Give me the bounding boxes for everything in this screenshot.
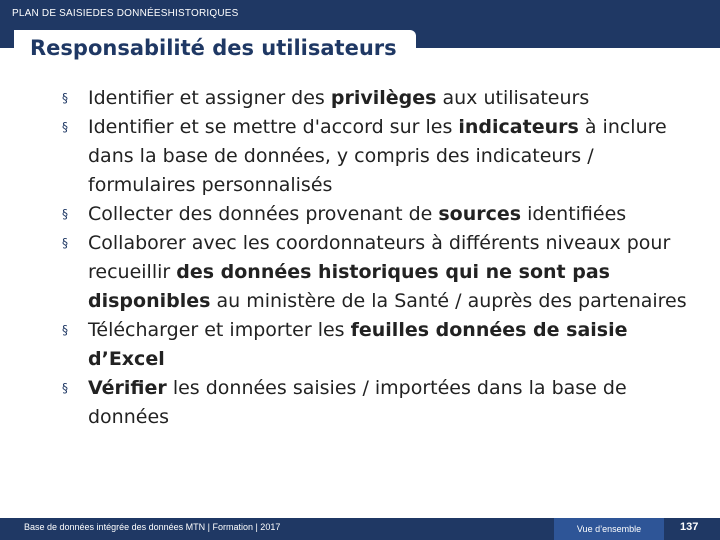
bullet-segment: identifiées (521, 203, 627, 225)
footer-text: Base de données intégrée des données MTN | Formation | 2017 (24, 522, 281, 532)
bullet-marker-icon: § (62, 381, 68, 395)
bullet-item (62, 200, 702, 229)
bullet-segment: Télécharger et importer les (88, 319, 351, 341)
bullet-marker-icon: § (62, 323, 68, 337)
slide-title: Responsabilité des utilisateurs (30, 36, 397, 60)
bullet-text (88, 203, 626, 225)
bullet-segment: au ministère de la Santé / auprès des partenaires (210, 290, 687, 312)
bullet-item (62, 84, 702, 113)
bullet-item (62, 229, 702, 316)
bullet-text (88, 232, 687, 312)
bullet-text (88, 87, 589, 109)
bullet-marker-icon: § (62, 120, 68, 134)
bullet-marker-icon: § (62, 207, 68, 221)
footer-bar (0, 518, 720, 540)
bullet-segment: Collaborer avec les coordonnateurs à différents niveaux pour recueillir (88, 232, 671, 283)
bullet-item (62, 374, 702, 432)
page-number: 137 (680, 521, 699, 533)
bullet-segment: à inclure dans la base de données, y compris des indicateurs / formulaires personnalisés (88, 116, 667, 196)
bullet-emphasis: indicateurs (458, 116, 579, 138)
bullet-emphasis: Vérifier (88, 377, 167, 399)
bullet-segment: aux utilisateurs (436, 87, 590, 109)
bullet-segment: les données saisies / importées dans la base de données (88, 377, 627, 428)
bullet-marker-icon: § (62, 91, 68, 105)
bullet-item (62, 113, 702, 200)
bullet-text (88, 319, 628, 370)
overview-link[interactable]: Vue d’ensemble (554, 518, 664, 540)
bullet-segment: Identifier et se mettre d'accord sur les (88, 116, 459, 138)
bullet-emphasis: feuilles données de saisie d’Excel (88, 319, 628, 370)
bullet-emphasis: privilèges (330, 87, 437, 109)
bullet-text (88, 377, 627, 428)
bullet-emphasis: sources (438, 203, 522, 225)
bullet-segment: Identifier et assigner des (88, 87, 331, 109)
section-label: PLAN DE SAISIEDES DONNÉESHISTORIQUES (12, 8, 239, 19)
bullet-emphasis: des données historiques qui ne sont pas disponibles (88, 261, 610, 312)
bullet-list (62, 84, 702, 432)
bullet-item (62, 316, 702, 374)
bullet-text (88, 116, 667, 196)
bullet-marker-icon: § (62, 236, 68, 250)
bullet-segment: Collecter des données provenant de (88, 203, 439, 225)
